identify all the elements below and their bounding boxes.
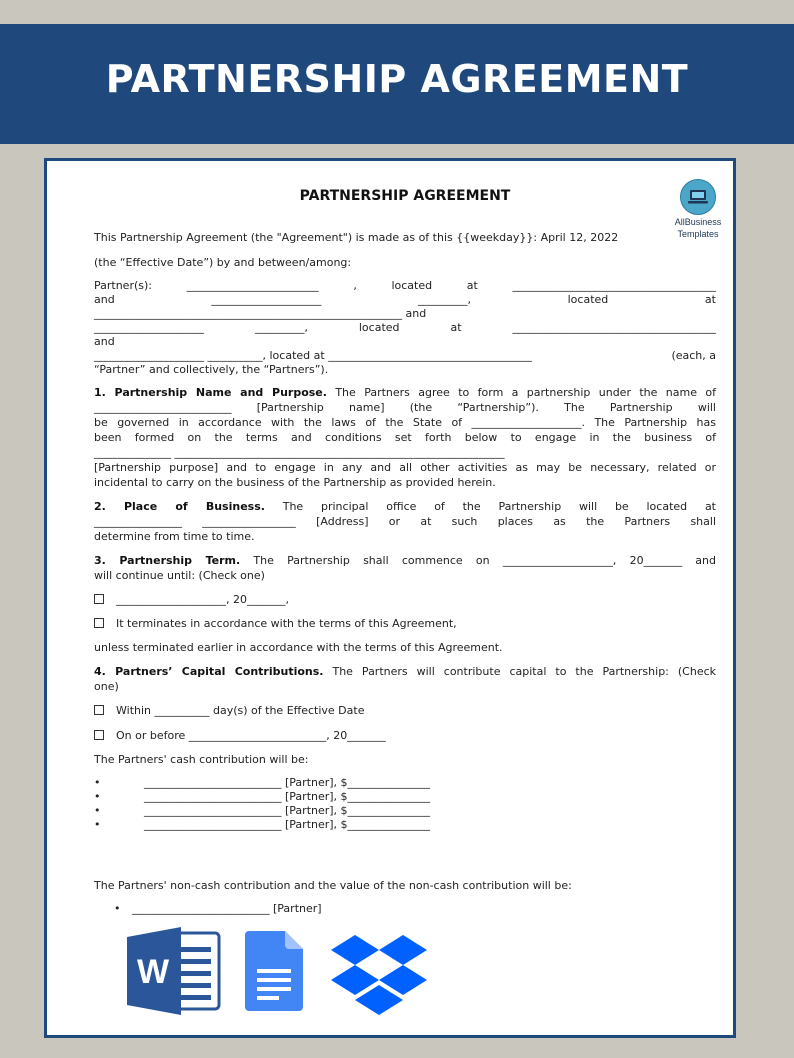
cash-item-text: _________________________ [Partner], $_______________ <box>144 818 431 831</box>
and-word: and <box>94 293 115 306</box>
section-3-line-3: unless terminated earlier in accordance with the terms of this Agreement. <box>94 641 503 654</box>
noncash-label: The Partners' non-cash contribution and the value of the non-cash contribution will be: <box>94 879 572 892</box>
section-2-heading: 2. Place of Business. <box>94 500 265 513</box>
comma: , <box>353 279 357 292</box>
banner-title: PARTNERSHIP AGREEMENT <box>105 57 689 101</box>
section-1-text: The Partners agree to form a partnership under the name of <box>326 386 716 399</box>
at-word: at <box>704 293 716 306</box>
blank: __________ <box>207 349 263 362</box>
cash-item-text: _________________________ [Partner], $_______________ <box>144 776 431 789</box>
blank: _____________________________________ <box>512 279 716 292</box>
partner-collectively: “Partner” and collectively, the “Partners”). <box>94 363 329 376</box>
word-letter: W <box>136 953 170 991</box>
blank: ____________________ <box>211 293 322 306</box>
blank: _____________________________________ <box>512 321 716 334</box>
checkbox[interactable] <box>94 618 104 628</box>
located-word: located <box>567 293 609 306</box>
section-3-text: The Partnership shall commence on ____________________, 20_______ and <box>240 554 717 567</box>
term-option-date-text: ____________________, 20_______, <box>116 593 289 606</box>
section-4-line-2: one) <box>94 680 119 693</box>
section-1-line-6: [Partnership purpose] and to engage in any and all other activities as may be necessary, related or <box>94 461 716 474</box>
at-word: at <box>466 279 478 292</box>
section-1-line-7: incidental to carry on the business of the Partnership as provided herein. <box>94 476 496 489</box>
logo-line-2: Templates <box>677 229 719 239</box>
blank: ____________________ <box>94 321 204 334</box>
section-3-line-1 <box>94 554 716 569</box>
capital-option-before <box>94 729 716 744</box>
partners-line-2 <box>94 293 716 308</box>
cash-item-text: _________________________ [Partner], $_______________ <box>144 804 431 817</box>
app-icons <box>127 927 447 1027</box>
cash-item-text: _________________________ [Partner], $_______________ <box>144 790 431 803</box>
section-4-line-1 <box>94 665 716 680</box>
blank: _________, <box>254 321 308 334</box>
section-2-text: The principal office of the Partnership will be located at <box>264 500 716 513</box>
capital-option-before-text: On or before _________________________, 20_______ <box>116 729 386 742</box>
list-item <box>114 902 736 917</box>
blank: _____________________________________ <box>328 349 532 362</box>
list-item <box>94 818 716 833</box>
noncash-item-text: _________________________ [Partner] <box>132 902 322 915</box>
section-1-line-4: been formed on the terms and conditions set forth below to engage in the business of <box>94 431 716 444</box>
section-2-line-3: determine from time to time. <box>94 530 255 543</box>
checkbox[interactable] <box>94 730 104 740</box>
bullet: • <box>114 902 121 915</box>
located-word: located <box>391 279 433 292</box>
section-4-heading: 4. Partners’ Capital Contributions. <box>94 665 324 678</box>
header-banner <box>0 24 794 144</box>
document-title: PARTNERSHIP AGREEMENT <box>299 188 511 204</box>
partners-line-3: ________________________________________________________ and <box>94 307 427 320</box>
section-1-line-5: ______________ ____________________________________________________________ <box>94 446 505 459</box>
term-option-date <box>94 593 716 608</box>
checkbox[interactable] <box>94 594 104 604</box>
allbusiness-logo <box>667 179 729 239</box>
list-item <box>94 776 716 791</box>
term-option-terminate <box>94 617 716 632</box>
partners-line-1 <box>94 279 716 294</box>
section-2-line-2: ________________ _________________ [Address] or at such places as the Partners shall <box>94 515 716 528</box>
located-at: , located at <box>262 349 325 362</box>
partners-line-5 <box>94 349 716 364</box>
term-option-terminate-text: It terminates in accordance with the terms of this Agreement, <box>116 617 457 630</box>
at-word: at <box>450 321 462 334</box>
bullet: • <box>94 804 101 817</box>
bullet: • <box>94 790 101 803</box>
section-1-line-1 <box>94 386 716 401</box>
bullet: • <box>94 776 101 789</box>
dropbox-icon[interactable] <box>331 933 427 1021</box>
section-3-heading: 3. Partnership Term. <box>94 554 241 567</box>
each-a: (each, a <box>671 349 716 362</box>
located-word: located <box>358 321 400 334</box>
intro-line-2: (the “Effective Date”) by and between/among: <box>94 256 352 269</box>
list-item <box>94 790 716 805</box>
bullet: • <box>94 818 101 831</box>
section-1-line-3: be governed in accordance with the laws of the State of ____________________. The Partnership has <box>94 416 716 429</box>
section-3-line-2: will continue until: (Check one) <box>94 569 265 582</box>
partners-label: Partner(s): <box>94 279 152 292</box>
blank: ____________________ <box>94 349 204 362</box>
cash-label: The Partners' cash contribution will be: <box>94 753 309 766</box>
word-icon[interactable] <box>127 927 221 1015</box>
intro-line-1: This Partnership Agreement (the "Agreement") is made as of this {{weekday}}: April 12, 2022 <box>94 231 619 244</box>
partners-line-4 <box>94 321 716 336</box>
list-item <box>94 804 716 819</box>
document-preview <box>44 158 736 1038</box>
section-4-text: The Partners will contribute capital to the Partnership: (Check <box>323 665 717 678</box>
logo-line-1: AllBusiness <box>674 217 722 227</box>
section-1-heading: 1. Partnership Name and Purpose. <box>94 386 327 399</box>
capital-option-within <box>94 704 716 719</box>
blank: ________________________ <box>186 279 319 292</box>
blank: _________, <box>417 293 471 306</box>
and-line: and <box>94 335 115 348</box>
google-docs-icon[interactable] <box>245 931 305 1011</box>
section-1-line-2: _________________________ [Partnership name] (the “Partnership”). The Partnership will <box>94 401 716 414</box>
checkbox[interactable] <box>94 705 104 715</box>
capital-option-within-text: Within __________ day(s) of the Effective Date <box>116 704 365 717</box>
section-2-line-1 <box>94 500 716 515</box>
